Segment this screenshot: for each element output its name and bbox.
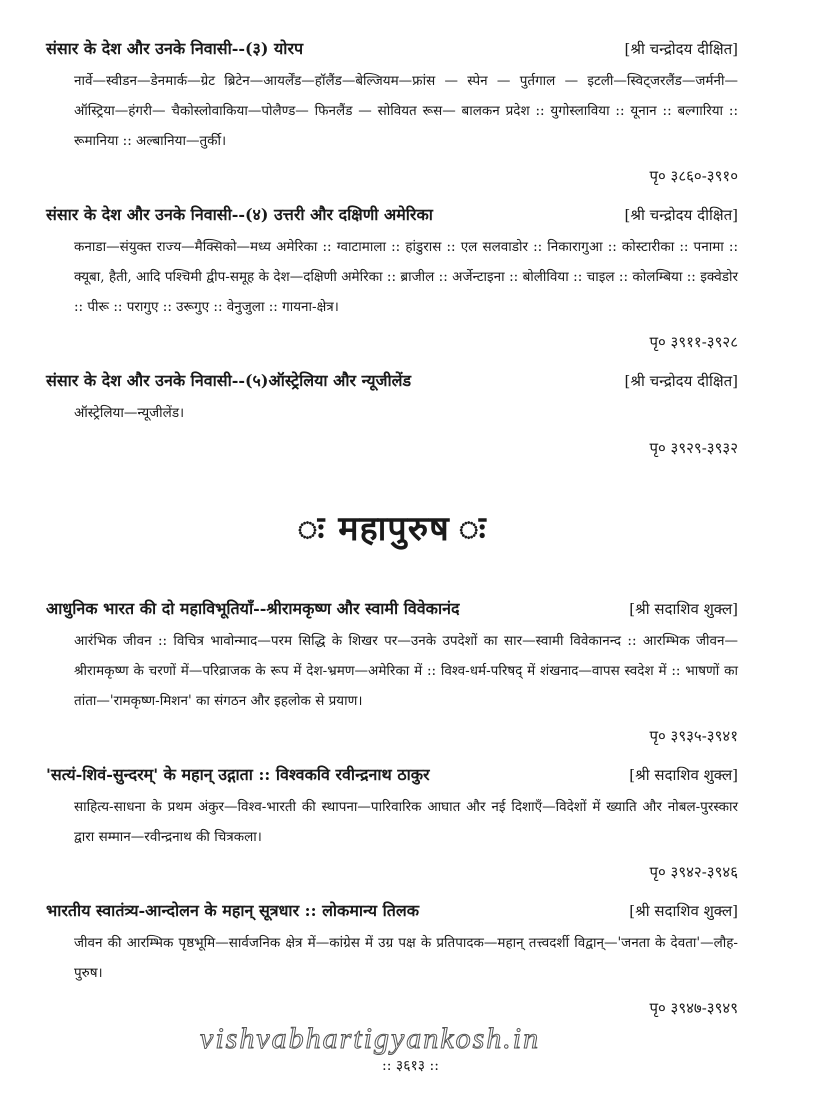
entry-summary: जीवन की आरम्भिक पृष्ठभूमि—सार्वजनिक क्षेत्र में—कांग्रेस में उग्र पक्ष के प्रतिपादक—महान् तत्त्वदर्शी विद्वान्—'जनता के देवता'—लौह-पुरुष।	[74, 935, 738, 981]
entry-author: [श्री सदाशिव शुक्ल]	[629, 902, 738, 920]
entry-author: [श्री चन्द्रोदय दीक्षित]	[624, 206, 738, 224]
entry-title: संसार के देश और उनके निवासी--(३) योरप	[46, 39, 304, 58]
entry-page-range: पृ० ३८६०-३९१०	[649, 167, 738, 185]
entry-summary: कनाडा—संयुक्त राज्य—मैक्सिको—मध्य अमेरिका :: ग्वाटामाला :: हांडुरास :: एल सलवाडोर :: निकारागुआ :: कोस्टारीका :: पनामा :: क्यूबा, हैती, आदि पश्चिमी द्वीप-समूह के देश—दक्षिणी अमेरिका :: ब्राजील :: अर्जेन्टाइना :: बोलीविया :: चाइल :: कोलम्बिया :: इक्वेडोर :: पीरू :: परागुए :: उरूगुए :: वेनुजुला :: गायना-क्षेत्र।	[74, 239, 738, 315]
entry-header	[46, 36, 738, 62]
entry-summary: नार्वे—स्वीडन—डेनमार्क—ग्रेट ब्रिटेन—आयर्लेंड—हॉलैंड—बेल्जियम—फ्रांस — स्पेन — पुर्तगाल — इटली—स्विट्जरलैंड—जर्मनी—ऑस्ट्रिया—हंगरी— चैकोस्लोवाकिया—पोलैण्ड— फिनलैंड — सोवियत रूस— बालकन प्रदेश :: युगोस्लाविया :: यूनान :: बल्गारिया :: रूमानिया :: अल्बानिया—तुर्की।	[74, 73, 738, 149]
entry-title: संसार के देश और उनके निवासी--(४) उत्तरी और दक्षिणी अमेरिका	[46, 205, 433, 224]
entry-header	[46, 368, 738, 394]
entry-page-range: पृ० ३९२९-३९३२	[649, 439, 738, 457]
section-heading: ः महापुरुष ः	[297, 509, 487, 549]
toc-entry	[46, 898, 738, 1020]
entry-author: [श्री चन्द्रोदय दीक्षित]	[624, 40, 738, 58]
entry-author: [श्री सदाशिव शुक्ल]	[629, 766, 738, 784]
toc-entry	[46, 36, 738, 188]
entry-title: आधुनिक भारत की दो महाविभूतियाँ--श्रीरामकृष्ण और स्वामी विवेकानंद	[46, 599, 460, 618]
entry-summary: आरंभिक जीवन :: विचित्र भावोन्माद—परम सिद्धि के शिखर पर—उनके उपदेशों का सार—स्वामी विवेकानन्द :: आरम्भिक जीवन—श्रीरामकृष्ण के चरणों में—परिव्राजक के रूप में देश-भ्रमण—अमेरिका में :: विश्व-धर्म-परिषद् में शंखनाद—वापस स्वदेश में :: भाषणों का तांता—'रामकृष्ण-मिशन' का संगठन और इहलोक से प्रयाण।	[74, 633, 738, 709]
entry-header	[46, 762, 738, 788]
entry-author: [श्री चन्द्रोदय दीक्षित]	[624, 372, 738, 390]
toc-entry	[46, 202, 738, 354]
document-page	[46, 36, 738, 1034]
page-number-footer: :: ३६१३ ::	[382, 1058, 439, 1074]
entries-great-men	[46, 596, 738, 1020]
entries-countries	[46, 36, 738, 460]
entry-page-range: पृ० ३९४७-३९४९	[649, 999, 738, 1017]
entry-page-range: पृ० ३९३५-३९४१	[649, 727, 738, 745]
watermark: vishvabhartigyankosh.in	[200, 1022, 541, 1055]
entry-header	[46, 202, 738, 228]
entry-page-range: पृ० ३९११-३९२८	[649, 333, 738, 351]
entry-summary: ऑस्ट्रेलिया—न्यूजीलेंड।	[74, 405, 185, 421]
toc-entry	[46, 368, 738, 460]
toc-entry	[46, 762, 738, 884]
entry-header	[46, 898, 738, 924]
entry-title: भारतीय स्वातंत्र्य-आन्दोलन के महान् सूत्रधार :: लोकमान्य तिलक	[46, 901, 420, 920]
entry-author: [श्री सदाशिव शुक्ल]	[629, 600, 738, 618]
entry-summary: साहित्य-साधना के प्रथम अंकुर—विश्व-भारती की स्थापना—पारिवारिक आघात और नई दिशाएँ—विदेशों में ख्याति और नोबल-पुरस्कार द्वारा सम्मान—रवीन्द्रनाथ की चित्रकला।	[74, 799, 738, 845]
toc-entry	[46, 596, 738, 748]
entry-page-range: पृ० ३९४२-३९४६	[649, 863, 738, 881]
entry-title: संसार के देश और उनके निवासी--(५)ऑस्ट्रेलिया और न्यूजीलेंड	[46, 371, 411, 390]
entry-title: 'सत्यं-शिवं-सुन्दरम्' के महान् उद्गाता :: विश्वकवि रवीन्द्रनाथ ठाकुर	[46, 765, 430, 784]
entry-header	[46, 596, 738, 622]
